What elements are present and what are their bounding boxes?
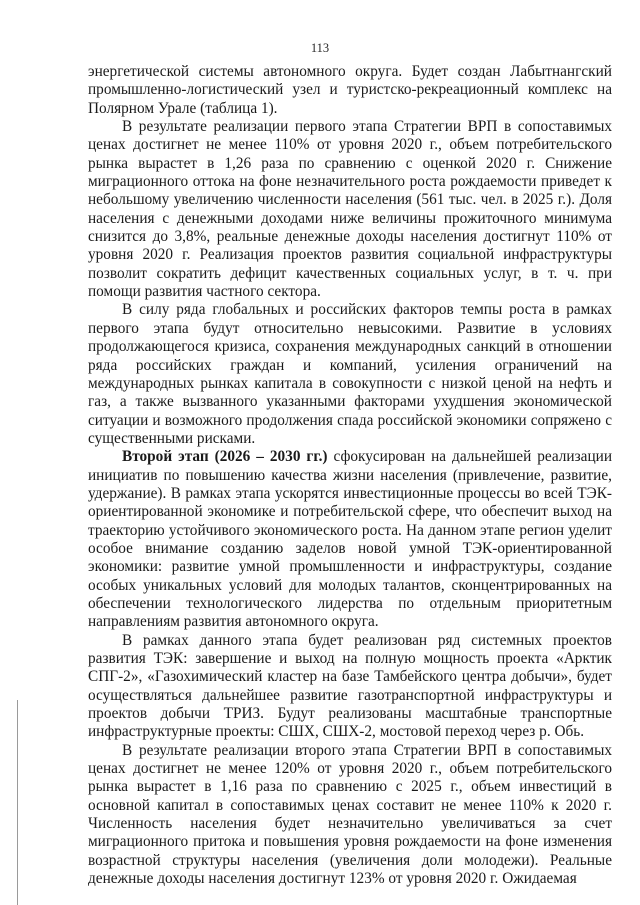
paragraph-stage2-projects: В рамках данного этапа будет реализован ряд системных проектов развития ТЭК: завершение и выход на полную мощность проекта «Арктик СПГ-2», «Газохимический кластер на базе Тамбейского центра добычи», будет осуществляться дальнейшее развитие газотранспортной инфраструктуры и проектов добычи ТРИЗ. Будут реализованы масштабные транспортные инфраструктурные проекты: СШХ, СШХ-2, мостовой переход через р. Обь. [88, 631, 612, 741]
paragraph-continuation: энергетической системы автономного округа. Будет создан Лабытнангский промышленно-логистический узел и туристско-рекреационный комплекс на Полярном Урале (таблица 1). [88, 63, 612, 117]
paragraph-stage2-intro [88, 448, 612, 631]
paragraph-stage2-results: В результате реализации второго этапа Стратегии ВРП в сопоставимых ценах достигнет не менее 120% от уровня 2020 г., объем потребительского рынка вырастет в 1,16 раза по сравнению с 2025 г., объем инвестиций в основной капитал в сопоставимых ценах составит не менее 110% к 2020 г. Численность населения будет незначительно увеличиваться за счет миграционного притока и повышения уровня рождаемости на фоне изменения возрастной структуры населения (увеличения доли молодежи). Реальные денежные доходы населения достигнут 123% от уровня 2020 г. Ожидаемая [88, 741, 612, 888]
scan-edge-line [17, 700, 18, 905]
stage2-intro-text: сфокусирован на дальнейшей реализации инициатив по повышению качества жизни населения (привлечение, развитие, удержание). В рамках этапа ускорятся инвестиционные процессы во всей ТЭК-ориентированной экономике и потребительской сфере, что обеспечит выход на траекторию устойчивого экономического роста. На данном этапе регион уделит особое внимание созданию заделов новой умной ТЭК-ориентированной экономики: развитие умной промышленности и инфраструктуры, создание особых уникальных условий для молодых талантов, сконцентрированных на обеспечении технологического лидерства по отдельным приоритетным направлениям развития автономного округа. [88, 448, 613, 631]
paragraph-stage1-results: В результате реализации первого этапа Стратегии ВРП в сопоставимых ценах достигнет не менее 110% от уровня 2020 г., объем потребительского рынка вырастет в 1,26 раза по сравнению с оценкой 2020 г. Снижение миграционного оттока на фоне незначительного роста рождаемости приведет к небольшому увеличению численности населения (561 тыс. чел. в 2025 г.). Доля населения с денежными доходами ниже величины прожиточного минимума снизится до 3,8%, реальные денежные доходы населения достигнут 110% от уровня 2020 г. Реализация проектов развития социальной инфраструктуры позволит сократить дефицит качественных социальных услуг, в т. ч. при помощи развития частного сектора. [88, 118, 612, 301]
page-number: 113 [310, 41, 330, 55]
document-body [88, 63, 612, 888]
paragraph-stage1-risks: В силу ряда глобальных и российских факторов темпы роста в рамках первого этапа будут относительно невысокими. Развитие в условиях продолжающегося кризиса, сохранения международных санкций в отношении ряда российских граждан и компаний, усиления ограничений на международных рынках капитала в совокупности с низкой ценой на нефть и газ, а также вызванного указанными факторами ухудшения экономической ситуации и возможного продолжения спада российской экономики сопряжено с существенными рисками. [88, 301, 612, 447]
stage2-heading: Второй этап (2026 – 2030 гг.) [122, 448, 328, 466]
